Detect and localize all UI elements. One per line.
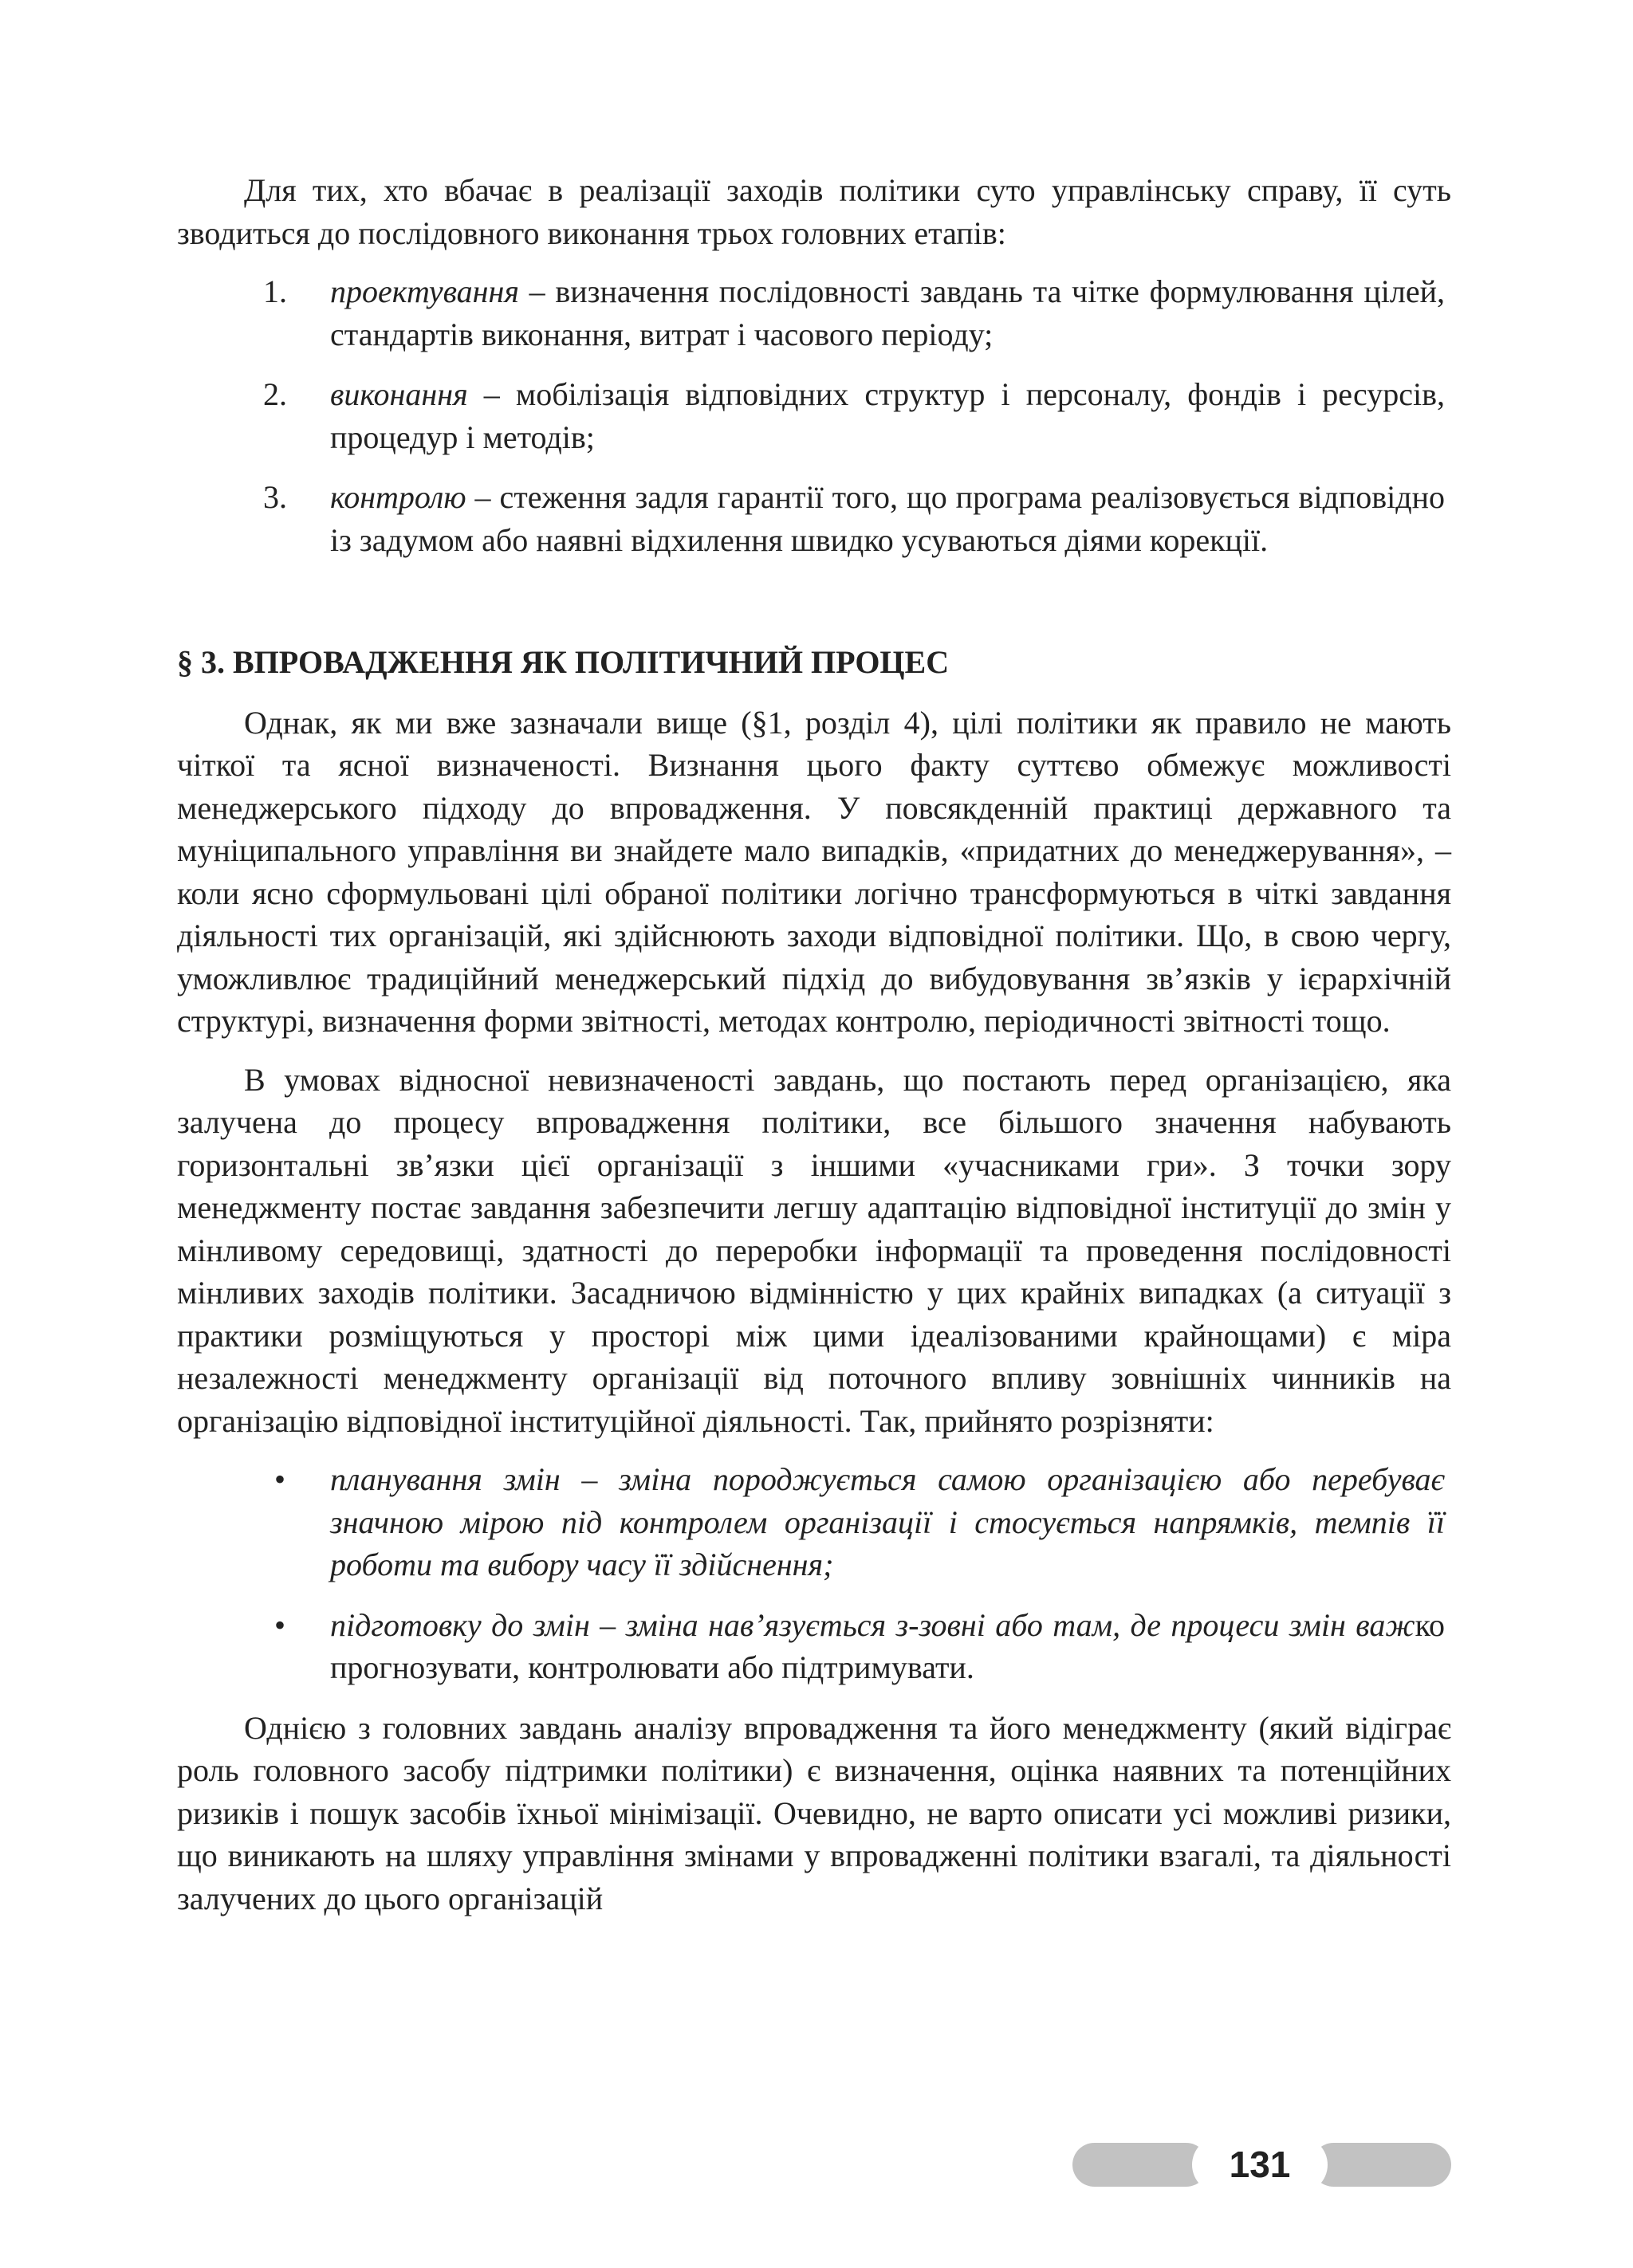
bullet-marker: • xyxy=(274,1461,286,1497)
change-types-list xyxy=(177,1458,1451,1689)
list-item xyxy=(177,270,1451,356)
page-number-bar xyxy=(1072,2143,1451,2187)
list-term: контролю xyxy=(330,479,466,515)
page-number: 131 xyxy=(1229,2144,1291,2185)
list-item xyxy=(177,1604,1451,1689)
list-term: проектування xyxy=(330,273,519,309)
page-number-decor-left xyxy=(1072,2143,1208,2187)
list-term: виконання xyxy=(330,376,468,412)
page-number-decor-right xyxy=(1312,2143,1451,2187)
bullet-marker: • xyxy=(274,1606,286,1643)
bullet-italic-text: планування змін – зміна породжується самою організацією або перебуває значною мірою під контролем організації і стосується напрямків, темпів її роботи та вибору часу її здійснення; xyxy=(330,1461,1445,1582)
intro-paragraph: Для тих, хто вбачає в реалізації заходів політики суто управлінську справу, її суть зводиться до послідовного виконання трьох головних етапів: xyxy=(177,172,1451,251)
bullet-text: ко прогнозувати, контролювати або підтримувати. xyxy=(330,1606,1445,1685)
bullet-italic-text: підготовку до змін – зміна нав’язується з-зовні або там, де процеси змін важ xyxy=(330,1606,1415,1643)
page-body xyxy=(177,169,1451,1920)
list-item xyxy=(177,476,1451,561)
list-number: 3. xyxy=(263,479,287,515)
list-item xyxy=(177,1458,1451,1586)
stages-list xyxy=(177,270,1451,561)
list-text: – стеження задля гарантії того, що програма реалізовується відповідно із задумом або наявні відхилення швидко усуваються діями корекції. xyxy=(330,479,1445,558)
body-paragraph: Однак, як ми вже зазначали вище (§1, розділ 4), цілі політики як правило не мають чіткої та ясної визначеності. Визнання цього факту суттєво обмежує можливості менеджерського підходу до впровадження. У повсякденній практиці державного та муніципального управління ви знайдете мало випадків, «придатних до менеджерування», – коли ясно сформульовані цілі обраної політики логічно трансформуються в чіткі завдання діяльності тих організацій, які здійснюють заходи відповідної політики. Що, в свою чергу, уможливлює традиційний менеджерський підхід до вибудовування зв’язків у ієрархічній структурі, визначення форми звітності, методах контролю, періодичності звітності тощо. xyxy=(177,704,1451,1039)
body-paragraph: В умовах відносної невизначеності завдань, що постають перед організацією, яка залучена до процесу впровадження політики, все більшого значення набувають горизонтальні зв’язки цієї організації з іншими «учасниками гри». З точки зору менеджменту постає завдання забезпечити легшу адаптацію відповідної інституції до змін у мінливому середовищі, здатності до переробки інформації та проведення послідовності мінливих заходів політики. Засадничою відмінністю у цих крайніх випадках (а ситуації з практики розміщуються у просторі між цими ідеалізованими крайнощами) є міра незалежності менеджменту організації від поточного впливу зовнішніх чинників на організацію відповідної інституційної діяльності. Так, прийнято розрізняти: xyxy=(177,1061,1451,1439)
list-text: – мобілізація відповідних структур і персоналу, фондів і ресурсів, процедур і методів; xyxy=(330,376,1445,455)
list-text: – визначення послідовності завдань та чітке формулювання цілей, стандартів виконання, витрат і часового періоду; xyxy=(330,273,1445,352)
section-heading: § 3. ВПРОВАДЖЕННЯ ЯК ПОЛІТИЧНИЙ ПРОЦЕС xyxy=(177,644,950,680)
list-item xyxy=(177,373,1451,458)
list-number: 1. xyxy=(263,273,287,309)
list-number: 2. xyxy=(263,376,287,412)
body-paragraph: Однією з головних завдань аналізу впровадження та його менеджменту (який відіграє роль головного засобу підтримки політики) є визначення, оцінка наявних та потенційних ризиків і пошук засобів їхньої мінімізації. Очевидно, не варто описати усі можливі ризики, що виникають на шляху управління змінами у впровадженні політики взагалі, та діяльності залучених до цього організацій xyxy=(177,1709,1451,1916)
